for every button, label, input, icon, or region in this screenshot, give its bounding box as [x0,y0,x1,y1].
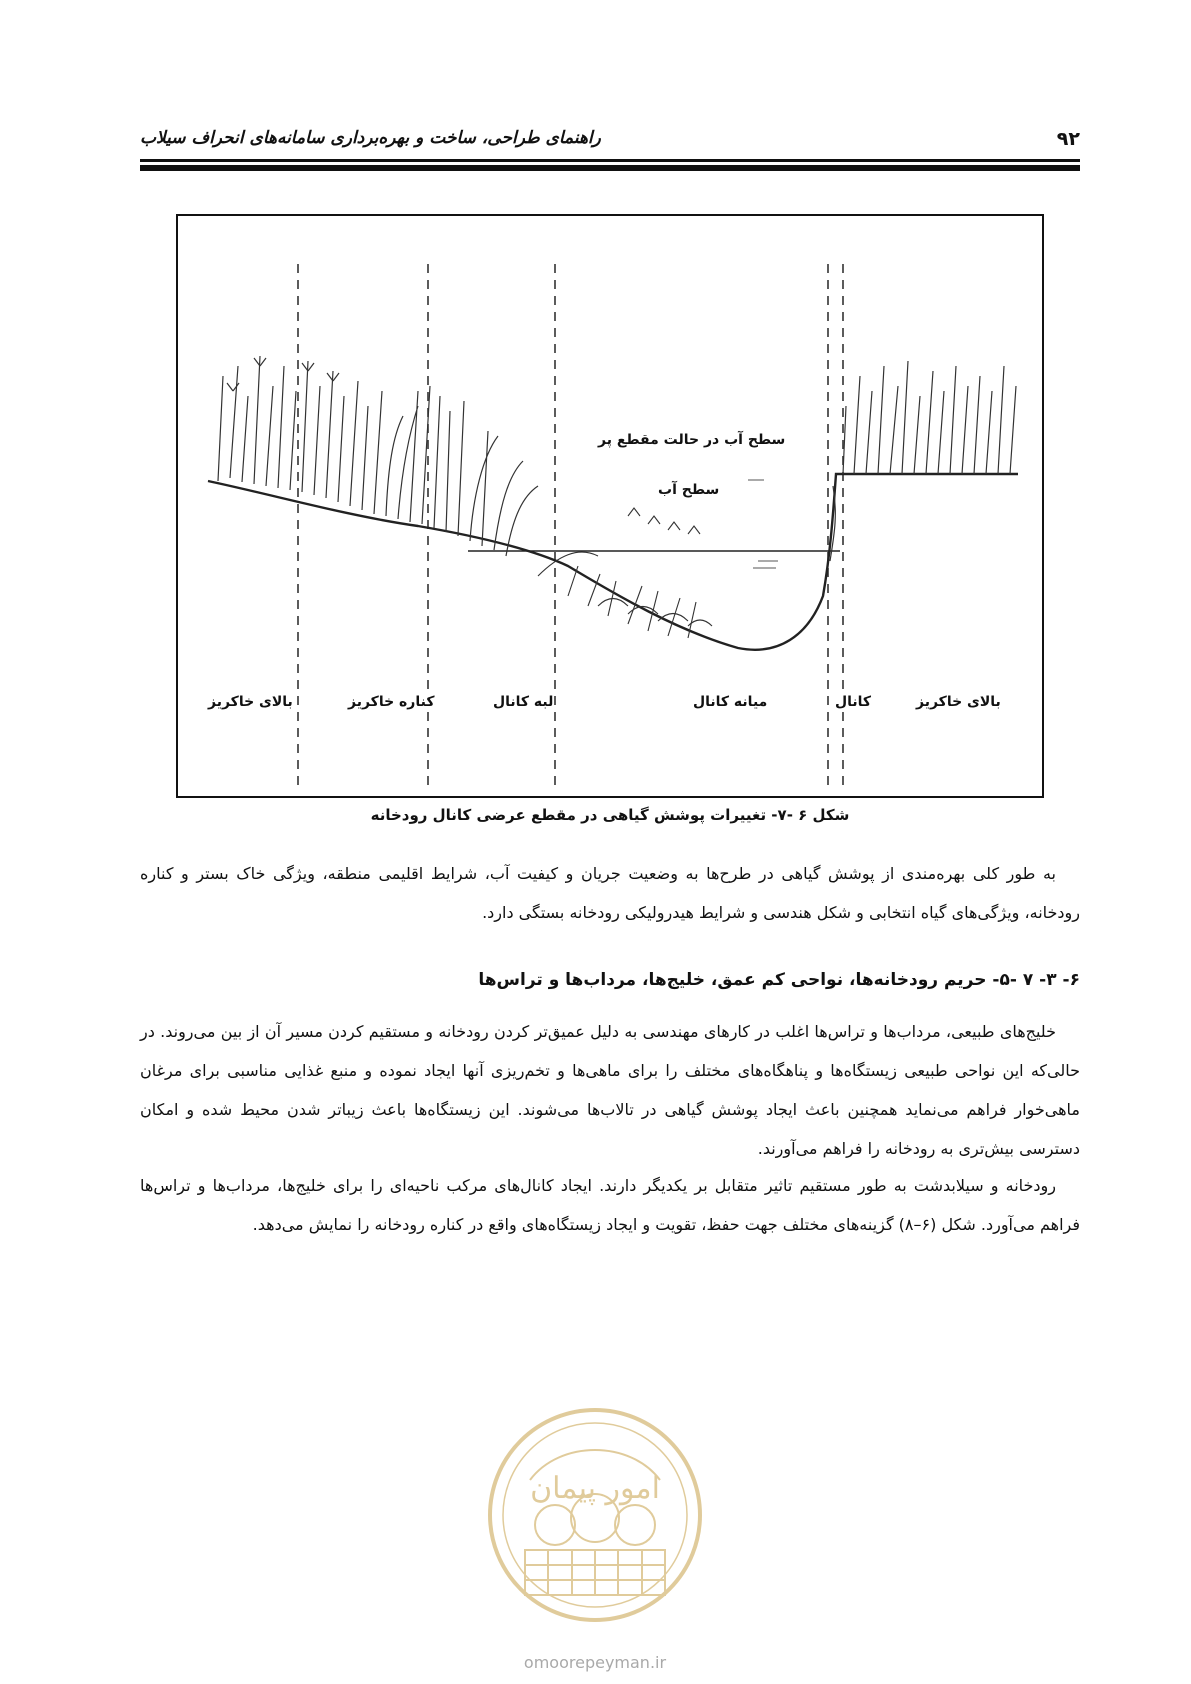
paragraph-2-text: خلیج‌های طبیعی، مرداب‌ها و تراس‌ها اغلب در کارهای مهندسی به دلیل عمیق‌تر کردن رودخانه و مستقیم کردن مسیر آن از بین می‌روند. در حالی‌که این نواحی طبیعی زیستگاه‌ها و پناهگاه‌های مختلف را برای ماهی‌ها و تخم‌ریزی آنها ایجاد نموده و منبع غذایی مناسبی برای مرغان ماهی‌خوار فراهم می‌نماید همچنین باعث ایجاد پوشش گیاهی در تالاب‌ها می‌شوند. این زیستگاه‌ها باعث زیباتر شدن محیط شده و امکان دسترسی بیش‌تری به رودخانه را فراهم می‌آورند. [140,1022,1080,1158]
vegetation-channel-bottom [538,508,712,638]
page-header [140,124,1080,162]
label-zone-top-of-bank-right: بالای خاکریز [916,694,1001,710]
label-zone-channel: کانال [835,694,872,710]
label-water-level: سطح آب [658,482,720,498]
section-heading: ۶- ۳- ۷ -۵- حریم رودخانه‌ها، نواحی کم عمق، خلیج‌ها، مرداب‌ها و تراس‌ها [478,970,1080,990]
label-zone-top-of-bank-left: بالای خاکریز [208,694,293,710]
vegetation-right-bank [830,361,1016,561]
river-cross-section-figure [176,214,1044,798]
cross-section-drawing [178,216,1042,796]
paragraph-2 [140,1012,1080,1168]
figure-caption: شکل ۶ -۷- تغییرات پوشش گیاهی در مقطع عرضی کانال رودخانه [370,806,850,824]
paragraph-3 [140,1166,1080,1244]
label-zone-bank-side: کناره خاکریز [348,694,435,710]
label-zone-channel-edge: لبه کانال [493,694,554,710]
vegetation-left-bank [218,356,538,556]
seal-icon [480,1400,710,1630]
channel-bed-profile [208,474,1018,650]
paragraph-1-text: به طور کلی بهره‌مندی از پوشش گیاهی در طرح‌ها به وضعیت جریان و کیفیت آب، شرایط اقلیمی منطقه، ویژگی خاک بستر و کناره رودخانه، ویژگی‌های گیاه انتخابی و شکل هندسی و شرایط هیدرولیکی رودخانه بستگی دارد. [140,864,1080,922]
header-rule-thin [140,159,1080,162]
header-rule-thick [140,165,1080,171]
label-zone-mid-channel: میانه کانال [693,694,768,710]
watermark-site: omoorepeyman.ir [523,1653,667,1672]
logo-text: امور پیمان [530,1471,660,1506]
paragraph-1 [140,854,1080,932]
page-number: ۹۲ [1056,128,1080,150]
paragraph-3-text: رودخانه و سیلابدشت به طور مستقیم تاثیر متقابل بر یکدیگر دارند. ایجاد کانال‌های مرکب ناحیه‌ای را برای خلیج‌ها، مرداب‌ها و تراس‌ها فراهم می‌آورد. شکل (۶–۸) گزینه‌های مختلف جهت حفظ، تقویت و ایجاد زیستگاه‌های واقع در کناره رودخانه را نمایش می‌دهد. [140,1176,1080,1234]
label-full-water-level: سطح آب در حالت مقطع پر [598,432,786,448]
watermark-logo [480,1400,710,1630]
running-title: راهنمای طراحی، ساخت و بهره‌برداری سامانه‌های انحراف سیلاب [140,128,601,148]
